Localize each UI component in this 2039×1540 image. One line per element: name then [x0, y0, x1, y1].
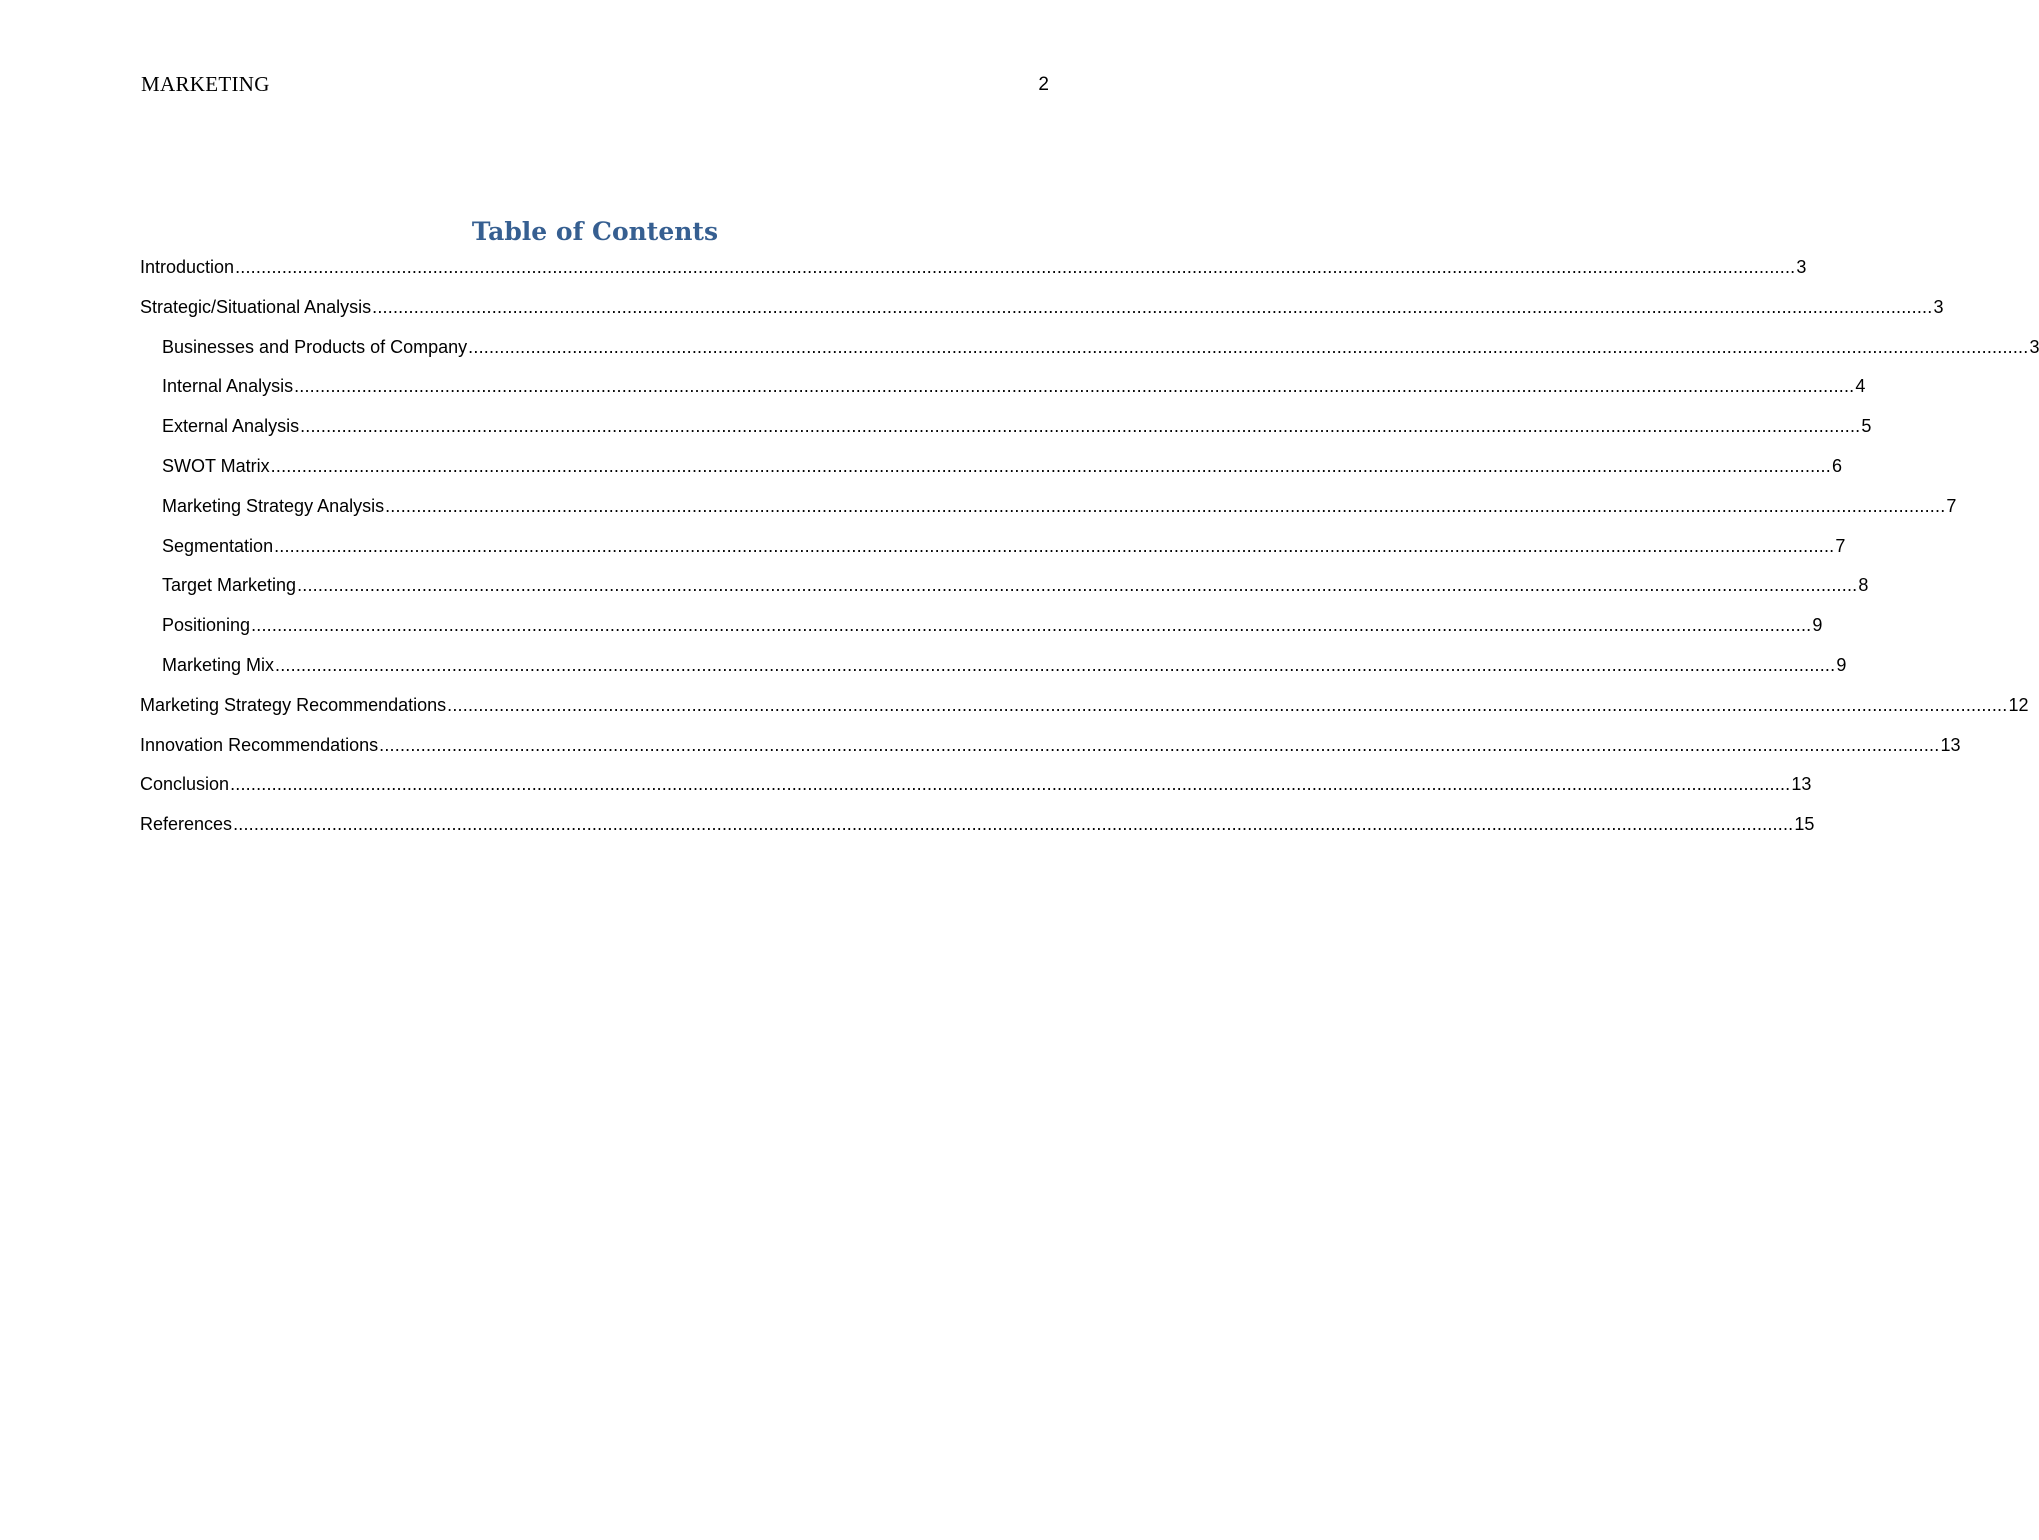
toc-entry-marketing-strategy-recommendations[interactable]	[140, 692, 2029, 732]
toc-entry-innovation-recommendations[interactable]	[140, 732, 1961, 772]
toc-entry-page: 9	[1836, 654, 1847, 675]
toc-entry-label: Strategic/Situational Analysis	[140, 296, 372, 317]
toc-entry-page: 6	[1831, 455, 1842, 476]
toc-dot-leader: ............................................................................................................................................................................................................................................................................................................	[385, 495, 1946, 516]
toc-dot-leader: ............................................................................................................................................................................................................................................................................................................	[447, 694, 2008, 715]
toc-dot-leader: ............................................................................................................................................................................................................................................................................................................	[235, 257, 1796, 277]
toc-entry-label: External Analysis	[162, 416, 300, 437]
toc-entry-page: 3	[1796, 257, 1807, 277]
toc-entry-label: Marketing Strategy Recommendations	[140, 694, 447, 715]
toc-entry-label: Segmentation	[162, 535, 274, 556]
toc-entry-marketing-mix[interactable]	[140, 652, 1847, 692]
toc-dot-leader: ............................................................................................................................................................................................................................................................................................................	[233, 814, 1794, 835]
toc-dot-leader: ............................................................................................................................................................................................................................................................................................................	[468, 336, 2029, 357]
toc-dot-leader: ............................................................................................................................................................................................................................................................................................................	[270, 455, 1831, 476]
toc-entry-label: References	[140, 814, 233, 835]
toc-entry-introduction[interactable]	[140, 254, 1807, 294]
toc-entry-label: Target Marketing	[162, 575, 297, 596]
toc-dot-leader: ............................................................................................................................................................................................................................................................................................................	[297, 575, 1858, 596]
toc-entry-references[interactable]	[140, 811, 1815, 851]
toc-entry-label: Marketing Strategy Analysis	[162, 495, 385, 516]
toc-entry-page: 5	[1861, 416, 1872, 437]
toc-entry-label: Innovation Recommendations	[140, 734, 379, 755]
toc-entry-businesses-and-products[interactable]	[140, 334, 2039, 374]
toc-entry-page: 7	[1835, 535, 1846, 556]
toc-entry-page: 15	[1794, 814, 1815, 835]
toc-entry-page: 3	[2029, 336, 2039, 357]
toc-entry-segmentation[interactable]	[140, 533, 1846, 573]
toc-entry-page: 8	[1858, 575, 1869, 596]
toc-entry-label: Introduction	[140, 257, 235, 277]
toc-heading: Table of Contents	[471, 217, 719, 246]
toc-entry-page: 13	[1791, 774, 1812, 795]
toc-entry-label: Conclusion	[140, 774, 230, 795]
toc-entry-page: 13	[1940, 734, 1961, 755]
toc-dot-leader: ............................................................................................................................................................................................................................................................................................................	[274, 535, 1835, 556]
toc-entry-label: Internal Analysis	[162, 376, 294, 397]
toc-dot-leader: ............................................................................................................................................................................................................................................................................................................	[251, 615, 1812, 636]
toc-dot-leader: ............................................................................................................................................................................................................................................................................................................	[294, 376, 1855, 397]
running-head-title: MARKETING	[141, 72, 270, 96]
toc-entry-label: Businesses and Products of Company	[162, 336, 468, 357]
toc-entry-target-marketing[interactable]	[140, 572, 1869, 612]
page-number: 2	[1038, 74, 1049, 95]
toc-dot-leader: ............................................................................................................................................................................................................................................................................................................	[379, 734, 1940, 755]
toc-entry-marketing-strategy-analysis[interactable]	[140, 493, 1957, 533]
toc-dot-leader: ............................................................................................................................................................................................................................................................................................................	[300, 416, 1861, 437]
toc-entry-page: 12	[2008, 694, 2029, 715]
toc-entry-positioning[interactable]	[140, 612, 1823, 652]
toc-entry-conclusion[interactable]	[140, 771, 1812, 811]
toc-dot-leader: ............................................................................................................................................................................................................................................................................................................	[275, 654, 1836, 675]
toc-dot-leader: ............................................................................................................................................................................................................................................................................................................	[372, 296, 1933, 317]
toc-entry-page: 3	[1933, 296, 1944, 317]
toc-dot-leader: ............................................................................................................................................................................................................................................................................................................	[230, 774, 1791, 795]
toc-entry-label: SWOT Matrix	[162, 455, 270, 476]
toc-entry-page: 7	[1946, 495, 1957, 516]
toc-entry-page: 9	[1812, 615, 1823, 636]
toc-entry-strategic-situational-analysis[interactable]	[140, 294, 1944, 334]
toc-entry-swot-matrix[interactable]	[140, 453, 1842, 493]
toc-entry-label: Marketing Mix	[162, 654, 275, 675]
toc-entry-label: Positioning	[162, 615, 251, 636]
toc-entry-internal-analysis[interactable]	[140, 373, 1866, 413]
toc-entry-page: 4	[1855, 376, 1866, 397]
table-of-contents	[140, 254, 2039, 851]
toc-entry-external-analysis[interactable]	[140, 413, 1872, 453]
